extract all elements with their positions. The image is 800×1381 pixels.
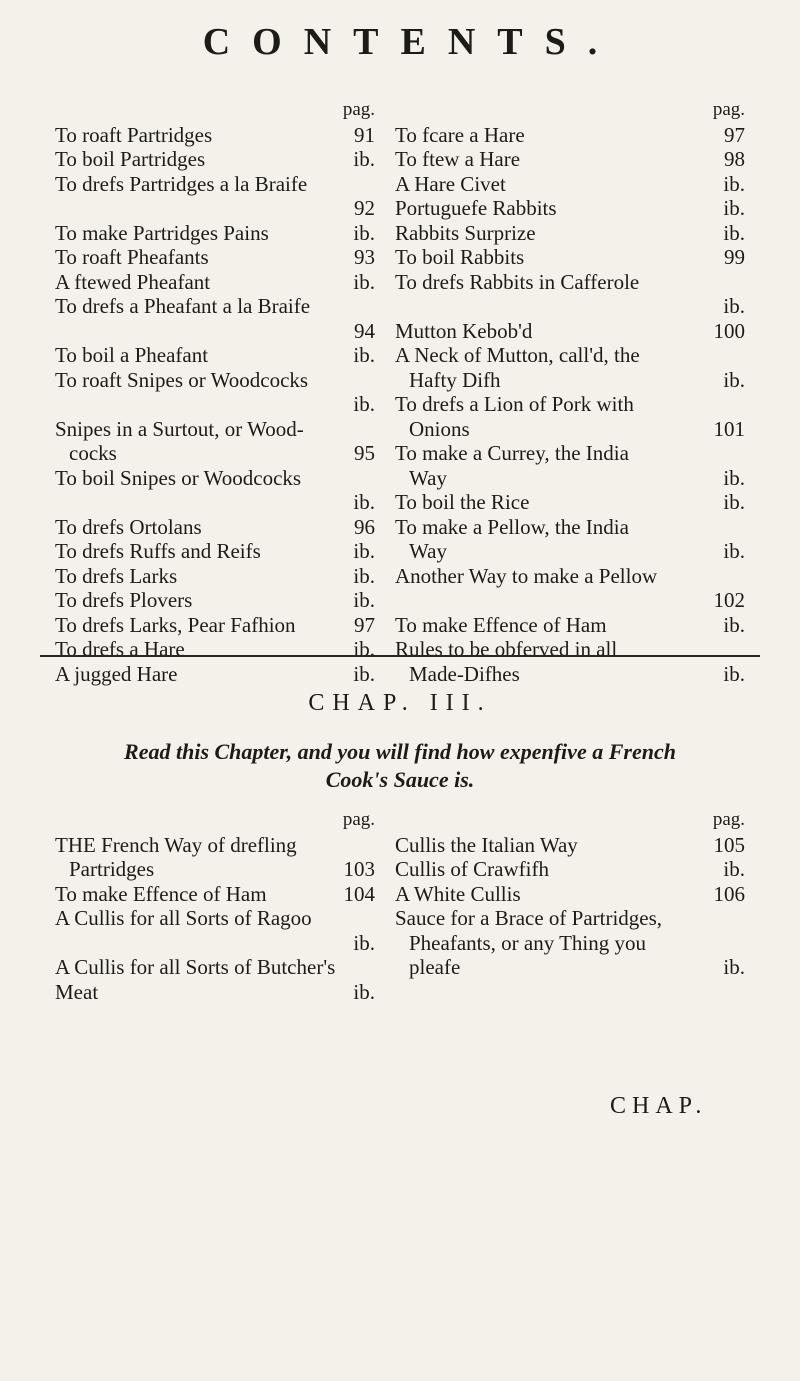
chapter-intro-line-2: Cook's Sauce is. (325, 767, 475, 792)
contents-entry (55, 294, 375, 319)
entry-title: Way (409, 539, 447, 563)
entry-page-number: 93 (354, 245, 375, 269)
page-number-header: pag. (342, 809, 375, 830)
entry-page-number: 99 (724, 245, 745, 269)
entry-page-number: ib. (723, 661, 745, 686)
contents-entry (55, 196, 375, 221)
contents-entry (55, 833, 375, 858)
entry-title: To fcare a Hare (395, 122, 525, 147)
entry-page-number: ib. (353, 539, 375, 563)
contents-entry (395, 564, 745, 589)
entry-page-number: ib. (723, 955, 745, 979)
entry-page-number: 94 (354, 318, 375, 343)
contents-entry (395, 123, 745, 148)
entry-title: To make Effence of Ham (395, 612, 607, 637)
contents-entry (395, 196, 745, 221)
contents-entry (55, 147, 375, 172)
contents-entry (55, 172, 375, 197)
contents-entry (55, 441, 375, 466)
entry-page-number: ib. (723, 196, 745, 220)
section-divider (40, 655, 760, 657)
entry-page-number: 97 (724, 122, 745, 147)
contents-entry (395, 221, 745, 246)
contents-entry (395, 588, 745, 613)
contents-entry (55, 637, 375, 662)
entry-title: A jugged Hare (55, 661, 178, 686)
entry-page-number: ib. (353, 661, 375, 686)
contents-entry (55, 123, 375, 148)
contents-entry (395, 857, 745, 882)
contents-entry (55, 955, 375, 980)
entry-title: A Cullis for all Sorts of Butcher's (55, 955, 336, 979)
entry-page-number: 91 (354, 122, 375, 147)
entry-title: To drefs Ortolans (55, 514, 202, 539)
entry-page-number: ib. (353, 220, 375, 245)
contents-entry (55, 980, 375, 1005)
entry-page-number: ib. (353, 930, 375, 955)
contents-entry (55, 564, 375, 589)
entry-title: THE French Way of drefling (55, 832, 297, 857)
entry-title: Meat (55, 979, 99, 1004)
entry-title: To roaft Snipes or Woodcocks (55, 367, 309, 392)
entry-page-number: ib. (723, 171, 745, 196)
entry-title: To drefs a Hare (55, 637, 185, 661)
contents-entry (55, 857, 375, 882)
contents-entry (395, 319, 745, 344)
entry-title: A White Cullis (395, 881, 521, 906)
entry-title: To boil Snipes or Woodcocks (55, 465, 302, 490)
contents-entry (395, 245, 745, 270)
contents-entry (55, 221, 375, 246)
entry-page-number: 104 (343, 881, 375, 906)
entry-page-number: ib. (353, 343, 375, 367)
entry-page-number: ib. (353, 392, 375, 416)
entry-title: To make Effence of Ham (55, 881, 267, 906)
contents-entry (55, 588, 375, 613)
contents-entry (395, 539, 745, 564)
contents-entry (395, 392, 745, 417)
contents-entry (395, 955, 745, 980)
contents-entry (395, 417, 745, 442)
catchword: CHAP. (610, 1093, 708, 1119)
entry-page-number: ib. (723, 220, 745, 245)
entry-title: A Cullis for all Sorts of Ragoo (55, 906, 312, 930)
contents-entry (55, 319, 375, 344)
entry-title: Rabbits Surprize (395, 220, 536, 245)
entry-title: Sauce for a Brace of Partridges, (395, 906, 663, 930)
entry-page-number: 106 (713, 881, 745, 906)
entry-page-number: 97 (354, 612, 375, 637)
contents-entry (55, 417, 375, 442)
contents-entry (55, 392, 375, 417)
entry-title: Partridges (69, 857, 155, 881)
page-number-header: pag. (342, 99, 375, 120)
entry-title: Made-Difhes (409, 661, 520, 686)
contents-entry (395, 906, 745, 931)
entry-title: To boil Partridges (55, 147, 206, 171)
entry-page-number: ib. (723, 294, 745, 318)
contents-entry (55, 368, 375, 393)
page-title: CONTENTS. (202, 21, 620, 63)
entry-title: Rules to be obferved in all (395, 637, 618, 661)
entry-title: A Hare Civet (395, 171, 506, 196)
entry-page-number: ib. (723, 465, 745, 490)
page-number-header: pag. (712, 809, 745, 830)
contents-entry (395, 343, 745, 368)
entry-page-number: ib. (353, 563, 375, 588)
entry-title: To drefs Plovers (55, 588, 193, 612)
contents-entry (395, 490, 745, 515)
entry-title: To boil a Pheafant (55, 343, 209, 367)
contents-entry (395, 147, 745, 172)
contents-entry (395, 931, 745, 956)
contents-entry (55, 931, 375, 956)
entry-page-number: 101 (713, 416, 745, 441)
entry-title: Onions (409, 416, 470, 441)
contents-entry (395, 172, 745, 197)
entry-title: Cullis the Italian Way (395, 832, 578, 857)
contents-entry (395, 833, 745, 858)
entry-title: cocks (69, 441, 117, 465)
page-number-header: pag. (712, 99, 745, 120)
entry-page-number: ib. (353, 147, 375, 171)
entry-page-number: 105 (713, 832, 745, 857)
chapter-intro-line-1: Read this Chapter, and you will find how expenfive a French (124, 739, 676, 764)
entry-page-number: ib. (723, 612, 745, 637)
contents-entry (395, 637, 745, 662)
entry-title: To drefs Rabbits in Cafferole (395, 269, 640, 294)
contents-entry (395, 882, 745, 907)
entry-title: pleafe (409, 955, 461, 979)
contents-entry (55, 270, 375, 295)
contents-right-column (395, 98, 745, 686)
chapter-intro (60, 738, 740, 794)
entry-page-number: 92 (354, 196, 375, 220)
entry-title: To drefs Ruffs and Reifs (55, 539, 261, 563)
contents-entry (395, 368, 745, 393)
entry-title: Cullis of Crawfifh (395, 857, 549, 881)
contents-entry (55, 906, 375, 931)
entry-page-number: ib. (353, 588, 375, 612)
entry-page-number: ib. (723, 857, 745, 881)
entry-title: Hafty Difh (409, 367, 501, 392)
entry-title: Pheafants, or any Thing you (409, 930, 646, 955)
entry-page-number: ib. (353, 637, 375, 661)
contents-entry (55, 245, 375, 270)
contents-entry (395, 294, 745, 319)
entry-title: To make a Pellow, the India (395, 514, 629, 539)
entry-title: To boil the Rice (395, 490, 530, 514)
contents-entry (395, 270, 745, 295)
entry-title: To drefs Larks (55, 563, 178, 588)
contents-entry (395, 466, 745, 491)
entry-title: To drefs a Pheafant a la Braife (55, 294, 311, 318)
entry-page-number: ib. (353, 490, 375, 514)
entry-title: To boil Rabbits (395, 245, 525, 269)
contents-entry (395, 515, 745, 540)
entry-title: A Neck of Mutton, call'd, the (395, 343, 640, 367)
entry-title: To roaft Partridges (55, 122, 213, 147)
contents-entry (55, 490, 375, 515)
entry-page-number: 96 (354, 514, 375, 539)
entry-title: Portuguefe Rabbits (395, 196, 557, 220)
entry-page-number: ib. (353, 269, 375, 294)
contents-entry (55, 882, 375, 907)
entry-title: To make Partridges Pains (55, 220, 269, 245)
entry-title: Snipes in a Surtout, or Wood- (55, 416, 304, 441)
entry-title: To drefs Larks, Pear Fafhion (55, 612, 296, 637)
entry-page-number: 102 (713, 588, 745, 612)
entry-page-number: 98 (724, 147, 745, 171)
contents-left-column (55, 98, 375, 686)
entry-title: To drefs a Lion of Pork with (395, 392, 634, 416)
entry-title: To ftew a Hare (395, 147, 521, 171)
contents-entry (395, 613, 745, 638)
entry-title: A ftewed Pheafant (55, 269, 211, 294)
entry-title: To drefs Partridges a la Braife (55, 171, 308, 196)
chapter-heading: CHAP. III. (308, 690, 492, 716)
contents-entry (55, 466, 375, 491)
contents-entry (55, 539, 375, 564)
entry-page-number: 95 (354, 441, 375, 465)
entry-page-number: ib. (723, 539, 745, 563)
chapter-contents-right-column (395, 808, 745, 980)
entry-title: Another Way to make a Pellow (395, 563, 658, 588)
contents-entry (395, 662, 745, 687)
entry-title: To make a Currey, the India (395, 441, 629, 465)
contents-entry (55, 662, 375, 687)
entry-page-number: ib. (353, 979, 375, 1004)
contents-entry (55, 343, 375, 368)
contents-entry (395, 441, 745, 466)
entry-title: To roaft Pheafants (55, 245, 209, 269)
contents-entry (55, 515, 375, 540)
entry-title: Way (409, 465, 447, 490)
chapter-contents-left-column (55, 808, 375, 1004)
entry-title: Mutton Kebob'd (395, 318, 533, 343)
entry-page-number: ib. (723, 367, 745, 392)
entry-page-number: ib. (723, 490, 745, 514)
contents-entry (55, 613, 375, 638)
entry-page-number: 103 (343, 857, 375, 881)
entry-page-number: 100 (713, 318, 745, 343)
